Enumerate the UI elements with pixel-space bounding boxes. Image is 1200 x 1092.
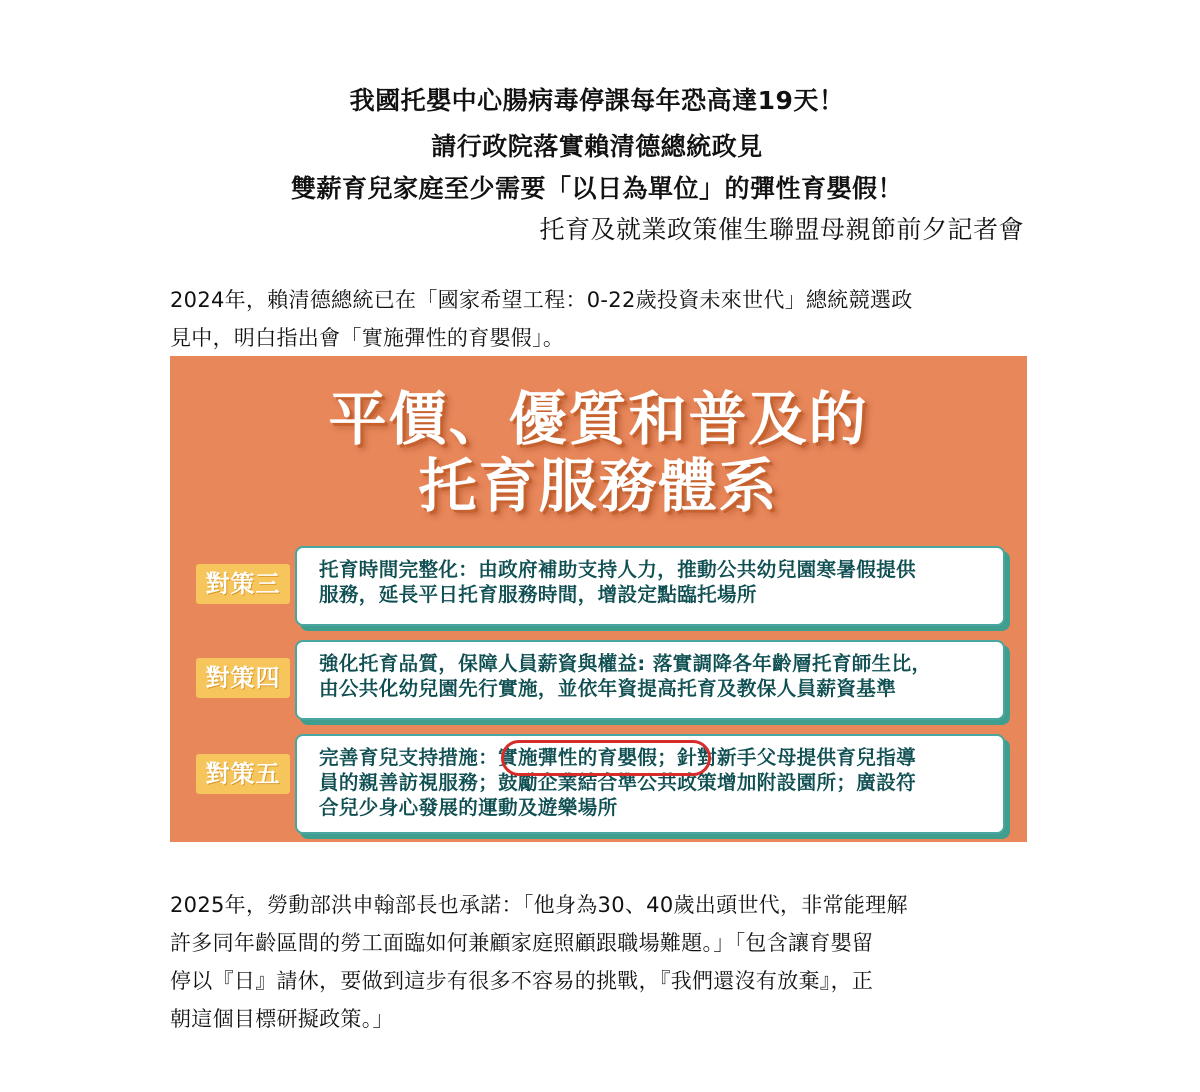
paragraph-campaign-promise [170, 281, 1050, 357]
strategy-text-line: 由公共化幼兒園先行實施，並依年資提高托育及教保人員薪資基準 [319, 677, 897, 700]
paragraph-line: 見中，明白指出會「實施彈性的育嬰假」。 [170, 326, 565, 350]
strategy-four-tag: 對策四 [196, 658, 290, 698]
paragraph-line: 朝這個目標研擬政策。」 [170, 1007, 394, 1031]
infographic-heading-line-2: 托育服務體系 [418, 452, 779, 520]
paragraph-line: 2024年，賴清德總統已在「國家希望工程：0-22歲投資未來世代」總統競選政 [170, 288, 913, 312]
strategy-five-tag: 對策五 [196, 754, 290, 794]
strategy-text-line: 完善育兒支持措施：實施彈性的育嬰假；針對新手父母提供育兒指導 [319, 746, 917, 769]
strategy-three-tag: 對策三 [196, 564, 290, 604]
paragraph-line: 許多同年齡區間的勞工面臨如何兼顧家庭照顧跟職場難題。」「包含讓育嬰留 [170, 931, 874, 955]
press-release-title-line-3: 雙薪育兒家庭至少需要「以日為單位」的彈性育嬰假！ [290, 174, 903, 203]
press-release-title-line-1: 我國托嬰中心腸病毒停課每年恐高達19天！ [349, 86, 845, 115]
infographic-heading-line-1: 平價、優質和普及的 [328, 385, 869, 453]
paragraph-line: 停以『日』請休，要做到這步有很多不容易的挑戰，『我們還沒有放棄』，正 [170, 969, 874, 993]
strategy-text-line: 強化托育品質，保障人員薪資與權益: 落實調降各年齡層托育師生比， [319, 652, 932, 675]
strategy-text-line: 合兒少身心發展的運動及遊樂場所 [319, 796, 618, 819]
childcare-policy-infographic [170, 356, 1027, 842]
press-conference-byline: 托育及就業政策催生聯盟母親節前夕記者會 [539, 215, 1024, 244]
strategy-four-card [295, 640, 1005, 720]
paragraph-minister-pledge [170, 886, 1050, 1038]
strategy-text-line: 員的親善訪視服務；鼓勵企業結合準公共政策增加附設園所；廣設符 [319, 771, 917, 794]
press-release-title-line-2: 請行政院落實賴清德總統政見 [431, 132, 763, 161]
strategy-three-card [295, 546, 1005, 626]
strategy-text-line: 托育時間完整化：由政府補助支持人力，推動公共幼兒園寒暑假提供 [319, 558, 917, 581]
flexible-parental-leave-highlight-circle [501, 740, 711, 776]
paragraph-line: 2025年，勞動部洪申翰部長也承諾：「他身為30、40歲出頭世代，非常能理解 [170, 893, 908, 917]
strategy-text-line: 服務，延長平日托育服務時間，增設定點臨托場所 [319, 583, 757, 606]
